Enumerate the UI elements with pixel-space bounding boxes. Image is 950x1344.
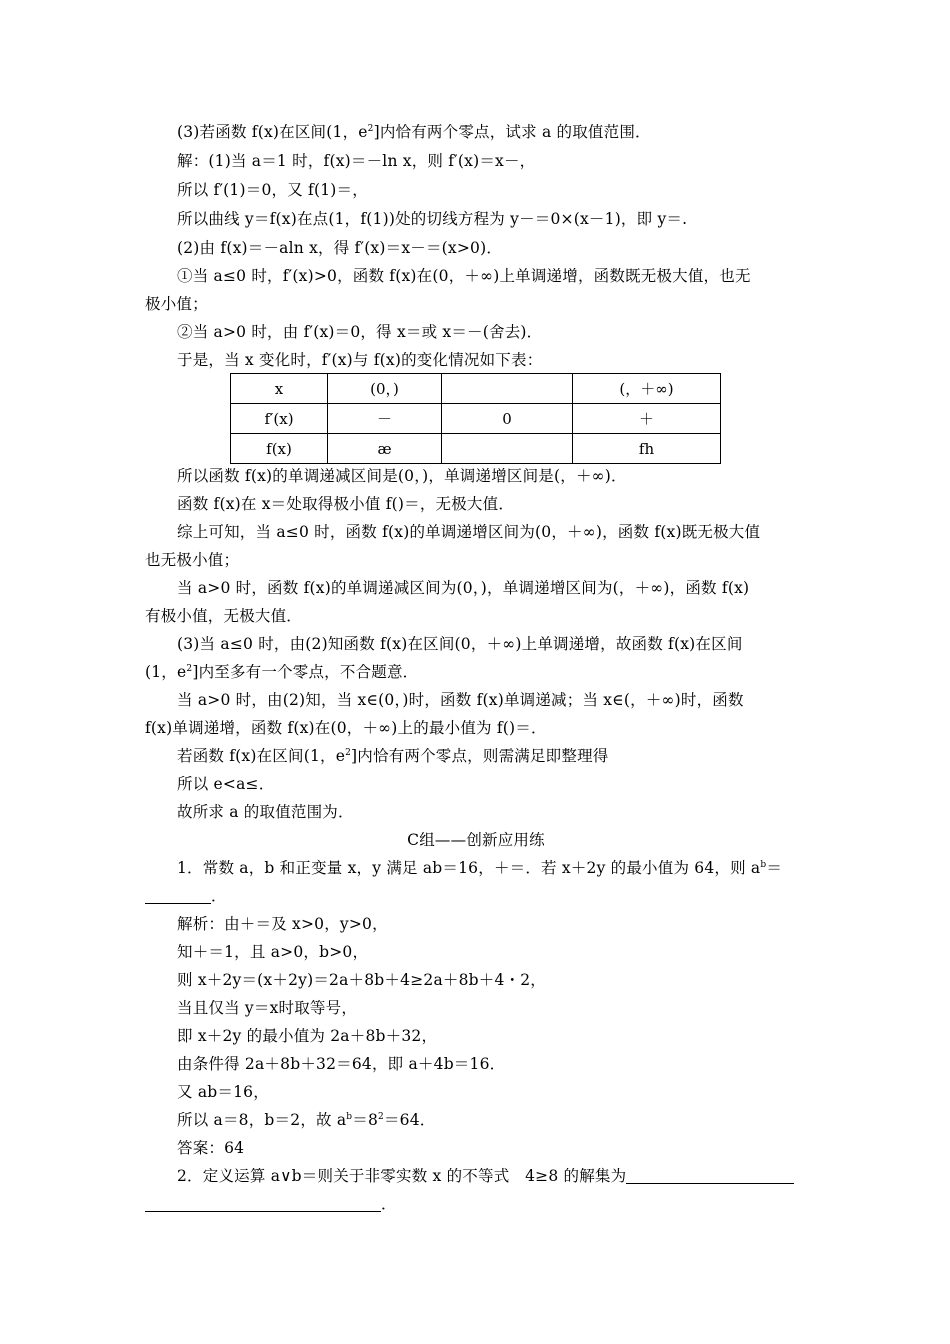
text-line: f(x)单调递增，函数 f(x)在(0，＋∞)上的最小值为 f()＝． — [145, 719, 547, 737]
text-line: 知＋＝1，且 a>0，b>0， — [177, 943, 369, 961]
text-line: 则 x＋2y＝(x＋2y)＝2a＋8b＋4≥2a＋8b＋4・2， — [177, 971, 546, 989]
text-line: 综上可知，当 a≤0 时，函数 f(x)的单调递增区间为(0，＋∞)，函数 f(x)既无极大值 — [177, 523, 761, 541]
text-line: 有极小值，无极大值． — [145, 607, 303, 625]
answer-blank — [626, 1169, 794, 1184]
table-cell: (，＋∞) — [573, 374, 721, 404]
text-line: 于是，当 x 变化时，f′(x)与 f(x)的变化情况如下表： — [177, 351, 543, 369]
text-line: 2．定义运算 a∨b＝则关于非零实数 x 的不等式 4≥8 的解集为 — [177, 1166, 794, 1186]
text-line: (2)由 f(x)＝－aln x，得 f′(x)＝x－＝(x>0)． — [177, 239, 503, 257]
text-line: 由条件得 2a＋8b＋32＝64，即 a＋4b＝16． — [177, 1055, 506, 1073]
text-line: 解析：由＋＝及 x>0，y>0， — [177, 915, 388, 933]
text-line: 若函数 f(x)在区间(1，$e^2$]内恰有两个零点，则需满足即整理得 — [177, 747, 609, 765]
text-line: 函数 f(x)在 x＝处取得极小值 f()＝，无极大值． — [177, 495, 515, 513]
text-line: 答案：64 — [177, 1139, 245, 1157]
text-line: 即 x＋2y 的最小值为 2a＋8b＋32， — [177, 1027, 438, 1045]
answer-blank — [145, 1197, 381, 1212]
table-cell: fh — [573, 434, 721, 464]
text-line: 所以 e<a≤． — [177, 775, 275, 793]
text-line: 所以 a＝8，b＝2，故 $a^b=8^2=64$． — [177, 1111, 436, 1129]
text-line: 所以 f′(1)＝0，又 f(1)＝， — [177, 181, 368, 199]
text-line: (1，$e^2$]内至多有一个零点，不合题意． — [145, 663, 419, 681]
text-line: ①当 a≤0 时，f′(x)>0，函数 f(x)在(0，＋∞)上单调递增，函数既无极大值，也无 — [177, 267, 751, 285]
table-row — [231, 374, 721, 404]
text-line: ②当 a>0 时，由 f′(x)＝0，得 x＝或 x＝－(舍去)． — [177, 323, 543, 341]
text-line: 又 ab＝16， — [177, 1083, 269, 1101]
text-line: ． — [145, 1194, 397, 1214]
text-line: 也无极小值； — [145, 551, 240, 569]
table-row — [231, 404, 721, 434]
section-title: C组——创新应用练 — [407, 831, 545, 849]
table-cell: (0，) — [328, 374, 442, 404]
text-line: 解：(1)当 a＝1 时，f(x)＝－ln x，则 f′(x)＝x－， — [177, 152, 536, 170]
table-cell: x — [231, 374, 328, 404]
table-cell — [442, 374, 573, 404]
table-cell: － — [328, 404, 442, 434]
text-line: 1．常数 a，b 和正变量 x，y 满足 ab＝16，＋＝．若 x＋2y 的最小值为 64，则 $a^b=$ — [177, 859, 783, 877]
text-line: 故所求 a 的取值范围为． — [177, 803, 354, 821]
text-line: 所以函数 f(x)的单调递减区间是(0，)，单调递增区间是(，＋∞)． — [177, 467, 627, 485]
text-line: 当 a>0 时，函数 f(x)的单调递减区间为(0，)，单调递增区间为(，＋∞)，函数 f(x) — [177, 579, 750, 597]
text-line: 当且仅当 y＝x时取等号， — [177, 999, 358, 1017]
variation-table — [230, 373, 721, 464]
table-cell: f′(x) — [231, 404, 328, 434]
table-cell: ＋ — [573, 404, 721, 434]
table-row — [231, 434, 721, 464]
text-line: 极小值； — [145, 295, 208, 313]
text-line: ． — [145, 886, 227, 906]
table-cell: æ — [328, 434, 442, 464]
table-cell: f(x) — [231, 434, 328, 464]
table-cell: 0 — [442, 404, 573, 434]
text-line: 所以曲线 y＝f(x)在点(1，f(1))处的切线方程为 y－＝0×(x－1)，即 y＝. — [177, 210, 688, 228]
answer-blank — [145, 889, 211, 904]
table-cell — [442, 434, 573, 464]
text-line: (3)若函数 f(x)在区间(1，$e^2$]内恰有两个零点，试求 a 的取值范围． — [177, 123, 651, 141]
text-line: (3)当 a≤0 时，由(2)知函数 f(x)在区间(0，＋∞)上单调递增，故函数 f(x)在区间 — [177, 635, 743, 653]
text-line: 当 a>0 时，由(2)知，当 x∈(0，)时，函数 f(x)单调递减；当 x∈(，＋∞)时，函数 — [177, 691, 744, 709]
